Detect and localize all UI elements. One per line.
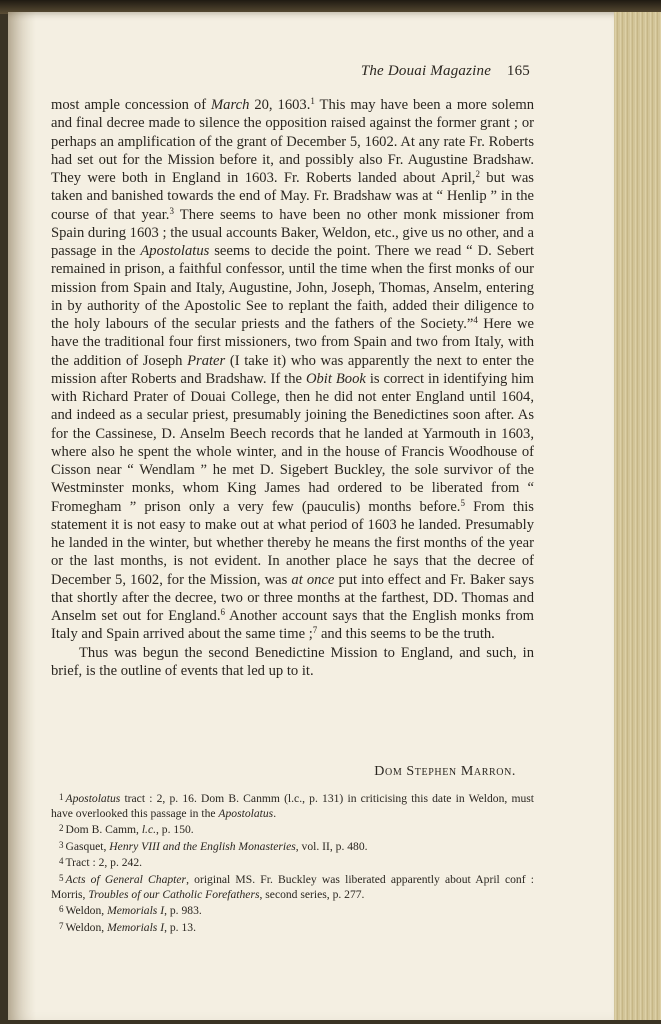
footnote-number: 7 [59,920,64,931]
italic-text: Obit Book [305,370,366,387]
italic-text: Memorials I [107,904,165,918]
page-number: 165 [506,63,530,79]
page-edges [614,12,661,1020]
text-run: tract : 2, p. 16. Dom B. Canmm (l.c., p. 131) in criticising this date in Weldon, must have overlooked this passage in the [51,792,534,820]
italic-text: Acts of General Chapter [65,872,187,886]
author-signature: Dom Stephen Marron. [374,764,516,779]
italic-text: Apostolatus [218,806,274,820]
text-run: , p. 13. [164,920,196,934]
footnote-7 [51,919,534,936]
footnote-number: 3 [59,839,64,850]
text-run: , p. 983. [164,904,202,918]
footnote-4 [51,854,534,871]
footnote-ref-7: 7 [312,625,318,636]
footnote-ref-5: 5 [460,497,465,508]
text-run: Tract : 2, p. 242. [65,856,143,870]
footnote-ref-3: 3 [169,205,174,216]
italic-text: l.c. [141,823,156,837]
text-run: From this statement it is not easy to make out at what period of 1603 he landed. Presumably he landed in the winter, but whether thereby he means the first months of the year or the last months, is not evident. In another place he says that the decree of December 5, 1602, for the Mission, was [51,498,534,588]
footnote-2 [51,821,534,838]
text-run: seems to decide the point. There we read “ D. Sebert remained in prison, a faithful confessor, until the time when the first monks of our mission from Spain and Italy, Augustine, John, Joseph, Thomas, Anselm, entering in by authority of the Apostolic See to replant the faith, added their diligence to the holy labours of the secular priests and the fathers of the Society.” [51,243,534,332]
running-head [336,63,530,80]
paragraph [51,96,534,644]
footnotes [51,790,534,935]
text-run: but was taken and banished towards the end of May. Fr. Bradshaw was at “ Henlip ” in the course of that year. [51,170,534,223]
text-run: Dom B. Camm, [65,823,142,837]
text-run: put into effect and Fr. Baker says that shortly after the decree, two or three months at the farthest, DD. Thomas and Anselm set out for England. [51,571,534,624]
text-run: , p. 150. [156,823,194,837]
text-run: . [273,806,277,820]
text-run: Here we have the traditional four first missioners, two from Spain and two from Italy, with the addition of Joseph [51,316,534,369]
italic-text: Apostolatus [140,243,210,259]
text-run: Another account says that the English monks from Italy and Spain arrived about the same time ; [51,608,534,643]
italic-text: at once [291,571,335,588]
text-run: , vol. II, p. 480. [295,839,368,853]
footnote-3 [51,838,534,855]
text-run: most ample concession of [51,97,212,113]
footnote-number: 1 [59,792,64,802]
footnote-ref-4: 4 [473,315,478,325]
italic-text: March [211,97,250,113]
magazine-title: The Douai Magazine [360,63,492,79]
italic-text: Troubles of our Catholic Forefathers [88,887,260,901]
text-run: Weldon, [65,904,108,918]
footnote-ref-6: 6 [220,607,225,617]
text-run: Weldon, [65,920,108,934]
text-run: (I take it) who was apparently the next to enter the mission after Roberts and Bradshaw. If the [51,352,534,387]
text-run: is correct in identifying him with Richard Prater of Douai College, then he did not enter England until 1604, and indeed as a secular priest, presumably joining the Benedictines soon after. As for the Cassinese, D. Anselm Beech records that he landed at Yarmouth in 1603, where also he spent the whole winter, and in the house of Francis Woodhouse of Cisson near “ Wendlam ” he met D. Sigebert Buckley, the sole survivor of the Westminster monks, whom King James had ordered to be liberated from “ Fromegham ” prison only a very few (pauculis) months before. [51,370,534,515]
text-run: , second series, p. 277. [259,887,365,901]
italic-text: Henry VIII and the English Monasteries [109,839,296,853]
text-run: This may have been a more solemn and final decree made to silence the opposition raised against the former grant ; or perhaps an amplification of the grant of December 5, 1602. At any rate Fr. Roberts had set out for the Mission before it, and possibly also Fr. Augustine Bradshaw. They were both in England in 1603. Fr. Roberts landed about April, [51,97,534,186]
footnote-number: 6 [59,904,64,915]
footnote-number: 2 [59,823,64,834]
italic-text: Prater [187,352,226,369]
footnote-6 [51,902,534,919]
footnote-ref-1: 1 [310,96,315,106]
paragraph [51,644,534,681]
footnote-number: 4 [59,856,64,867]
text-run: There seems to have been no other monk missioner from Spain during 1603 ; the usual accounts Baker, Weldon, etc., give us no other, and a passage in the [51,206,534,259]
text-run: , original MS. Fr. Buckley was liberated apparently about April conf : Morris, [51,872,534,901]
text-run: Gasquet, [65,839,110,853]
italic-text: Memorials I [107,920,165,934]
text-run: 20, 1603. [249,97,311,113]
footnote-1 [51,790,534,821]
footnote-5 [51,871,534,902]
footnote-ref-2: 2 [475,169,480,179]
footnote-number: 5 [59,872,64,883]
text-run: Thus was begun the second Benedictine Mission to England, and such, in brief, is the outline of events that led up to it. [51,644,534,679]
text-run: and this seems to be the truth. [317,626,495,643]
italic-text: Apostolatus [65,792,121,805]
article-body [51,96,534,680]
